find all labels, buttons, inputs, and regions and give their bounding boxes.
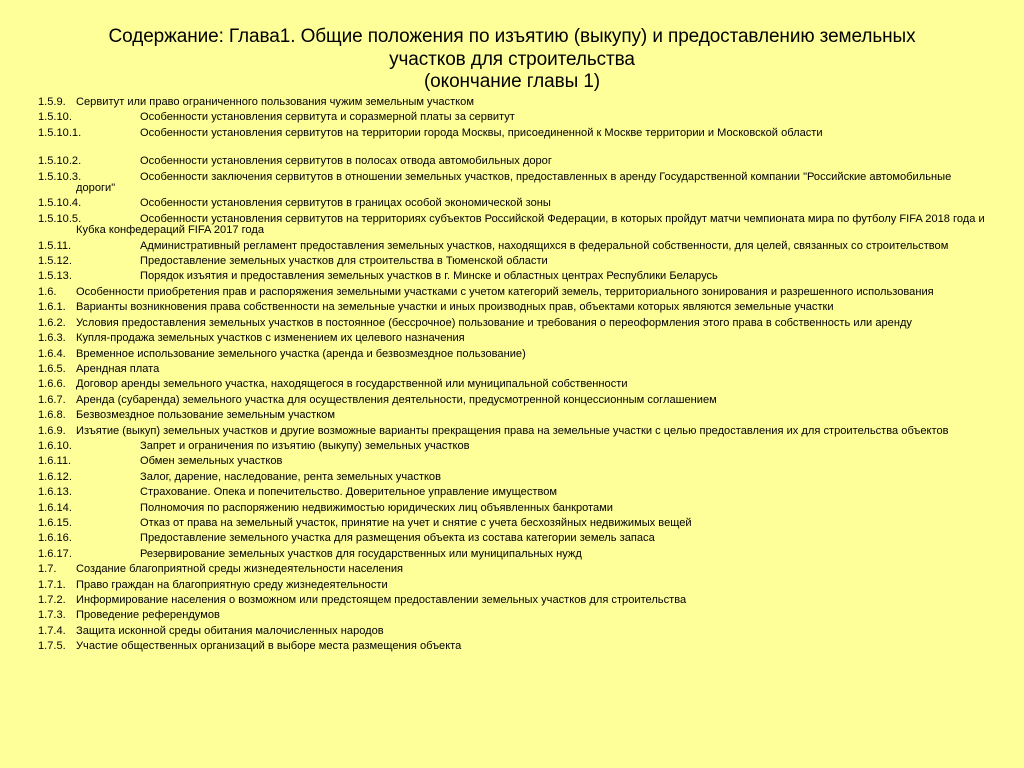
toc-item-number: 1.5.10.4. — [38, 197, 82, 210]
toc-item-text: Страхование. Опека и попечительство. Доверительное управление имуществом — [140, 486, 558, 499]
toc-item-text: Арендная плата — [76, 362, 160, 375]
toc-item-number: 1.6.9. — [38, 424, 66, 437]
toc-item — [38, 172, 988, 195]
toc-item — [38, 456, 988, 467]
toc-item-text: Условия предоставления земельных участков в постоянное (бессрочное) пользование и требования о переоформления этого права в собственность или аренду — [76, 316, 912, 329]
toc-item-number: 1.6.2. — [38, 316, 66, 329]
toc-item-text: Отказ от права на земельный участок, принятие на учет и снятие с учета бесхозяйных недвижимых вещей — [140, 516, 692, 529]
toc-item — [38, 564, 988, 575]
toc-item-text: Информирование населения о возможном или предстоящем предоставлении земельных участков для строительства — [76, 594, 687, 606]
toc-item-text: Проведение референдумов — [76, 609, 220, 622]
toc-item — [38, 610, 988, 621]
toc-item — [38, 472, 988, 483]
toc-item — [38, 287, 988, 298]
toc-item-text: Порядок изъятия и предоставления земельных участков в г. Минске и областных центрах Республики Беларусь — [140, 270, 718, 283]
toc-item-number: 1.6.15. — [38, 516, 72, 529]
toc-item-text: Особенности установления сервитутов на территории города Москвы, присоединенной к Москве территории и Московской области — [140, 126, 823, 139]
toc-item-text: Обмен земельных участков — [140, 455, 283, 468]
toc-item — [38, 641, 988, 652]
toc-item-text: Полномочия по распоряжению недвижимостью юридических лиц объявленных банкротами — [140, 501, 613, 514]
toc-item-text: Право граждан на благоприятную среду жизнедеятельности — [76, 578, 388, 591]
toc-item — [38, 379, 988, 390]
table-of-contents — [38, 97, 988, 657]
toc-item — [38, 410, 988, 421]
toc-item-number: 1.6.17. — [38, 547, 72, 560]
toc-item-number: 1.6.10. — [38, 439, 72, 452]
toc-item-text: Участие общественных организаций в выборе места размещения объекта — [76, 640, 462, 653]
toc-item-number: 1.6.7. — [38, 393, 66, 406]
toc-item-number: 1.6.4. — [38, 347, 66, 360]
toc-item — [38, 318, 988, 329]
toc-item-text: Безвозмездное пользование земельным участком — [76, 409, 335, 422]
toc-item — [38, 214, 988, 237]
toc-item-number: 1.6.8. — [38, 409, 66, 422]
toc-item-number: 1.6.16. — [38, 532, 72, 545]
toc-item-text: Договор аренды земельного участка, находящегося в государственной или муниципальной собственности — [76, 378, 628, 391]
toc-item — [38, 241, 988, 252]
toc-item-number: 1.6.11. — [38, 455, 72, 468]
toc-item-text: Запрет и ограничения по изъятию (выкупу) земельных участков — [140, 439, 470, 452]
toc-item-number: 1.5.10.2. — [38, 155, 82, 168]
toc-item — [38, 97, 988, 108]
toc-item — [38, 595, 988, 606]
toc-item-text: Особенности установления сервитута и соразмерной платы за сервитут — [140, 111, 515, 124]
toc-item — [38, 128, 988, 139]
toc-item — [38, 395, 988, 406]
toc-item-number: 1.6.14. — [38, 501, 72, 514]
toc-item-text: Особенности установления сервитутов в границах особой экономической зоны — [140, 197, 551, 210]
toc-item — [38, 256, 988, 267]
toc-item-number: 1.6.1. — [38, 301, 66, 314]
toc-item — [38, 426, 988, 437]
toc-item-number: 1.5.10. — [38, 111, 72, 124]
toc-item — [38, 549, 988, 560]
toc-item — [38, 503, 988, 514]
toc-item-text: Создание благоприятной среды жизнедеятельности населения — [76, 563, 404, 576]
toc-item-text: Временное использование земельного участка (аренда и безвозмездное пользование) — [76, 347, 526, 360]
toc-item-text: Залог, дарение, наследование, рента земельных участков — [140, 470, 441, 483]
toc-item — [38, 518, 988, 529]
toc-item-number: 1.6.6. — [38, 378, 66, 391]
toc-item — [38, 302, 988, 313]
toc-item-text: Сервитут или право ограниченного пользования чужим земельным участком — [76, 96, 474, 108]
toc-item-text: Варианты возникновения права собственности на земельные участки и иных производных прав, объектами которых являются земельные участки — [76, 301, 834, 314]
toc-item-number: 1.7.3. — [38, 609, 66, 622]
toc-item — [38, 271, 988, 282]
toc-item-number: 1.5.10.3. — [38, 170, 82, 183]
toc-item-number: 1.7. — [38, 563, 57, 576]
toc-item — [38, 349, 988, 360]
toc-item-number: 1.6.13. — [38, 486, 72, 499]
toc-item-number: 1.7.5. — [38, 640, 66, 653]
toc-item-text: Предоставление земельного участка для размещения объекта из состава категории земель запаса — [140, 532, 655, 545]
toc-item — [38, 533, 988, 544]
toc-item-text: Изъятие (выкуп) земельных участков и другие возможные варианты прекращения права на земельные участки с целью предоставления их для строительства объектов — [76, 424, 949, 437]
toc-item — [38, 364, 988, 375]
toc-item-text: Особенности установления сервитутов на территориях субъектов Российской Федерации, в которых пройдут матчи чемпионата мира по футболу FIFA 2018 года и Кубка конфедераций FIFA 2017 года — [76, 212, 985, 237]
toc-item-text: Особенности приобретения прав и распоряжения земельными участками с учетом категорий земель, территориального зонирования и разрешенного использования — [76, 285, 934, 298]
toc-item-number: 1.6. — [38, 285, 57, 298]
toc-item-text: Административный регламент предоставления земельных участков, находящихся в федеральной собственности, для целей, связанных со строительством — [140, 239, 949, 252]
toc-item-text: Защита исконной среды обитания малочисленных народов — [76, 624, 384, 637]
toc-item-number: 1.5.13. — [38, 270, 72, 283]
toc-item-number: 1.6.3. — [38, 332, 66, 345]
slide-title — [40, 26, 984, 94]
toc-item-number: 1.6.12. — [38, 470, 72, 483]
toc-item — [38, 112, 988, 123]
toc-item-number: 1.5.12. — [38, 255, 72, 268]
toc-item-number: 1.7.1. — [38, 578, 66, 591]
toc-item-text: Резервирование земельных участков для государственных или муниципальных нужд — [140, 547, 582, 560]
toc-item — [38, 441, 988, 452]
toc-item-text: Предоставление земельных участков для строительства в Тюменской области — [140, 255, 548, 268]
toc-item-text: Особенности установления сервитутов в полосах отвода автомобильных дорог — [140, 155, 552, 168]
toc-item-number: 1.5.9. — [38, 96, 66, 108]
toc-item-number: 1.5.11. — [38, 239, 72, 252]
toc-item-number: 1.5.10.1. — [38, 126, 82, 139]
toc-item-number: 1.7.2. — [38, 594, 66, 606]
toc-item — [38, 156, 988, 167]
toc-item — [38, 198, 988, 209]
title-line-3: (окончание главы 1) — [423, 71, 601, 92]
toc-item — [38, 333, 988, 344]
toc-item-number: 1.7.4. — [38, 624, 66, 637]
toc-item — [38, 626, 988, 637]
toc-item-text: Аренда (субаренда) земельного участка для осуществления деятельности, предусмотренной концессионным соглашением — [76, 393, 717, 406]
toc-item-text: Купля-продажа земельных участков с изменением их целевого назначения — [76, 332, 465, 345]
toc-item-text: Особенности заключения сервитутов в отношении земельных участков, предоставленных в аренду Государственной компании "Российские автомобильные дороги" — [76, 170, 952, 195]
toc-item-number: 1.6.5. — [38, 362, 66, 375]
toc-item — [38, 580, 988, 591]
toc-item — [38, 487, 988, 498]
title-line-2: участков для строительства — [389, 48, 635, 70]
toc-item-number: 1.5.10.5. — [38, 212, 82, 225]
title-line-1: Содержание: Глава1. Общие положения по изъятию (выкупу) и предоставлению земельных — [108, 26, 916, 47]
